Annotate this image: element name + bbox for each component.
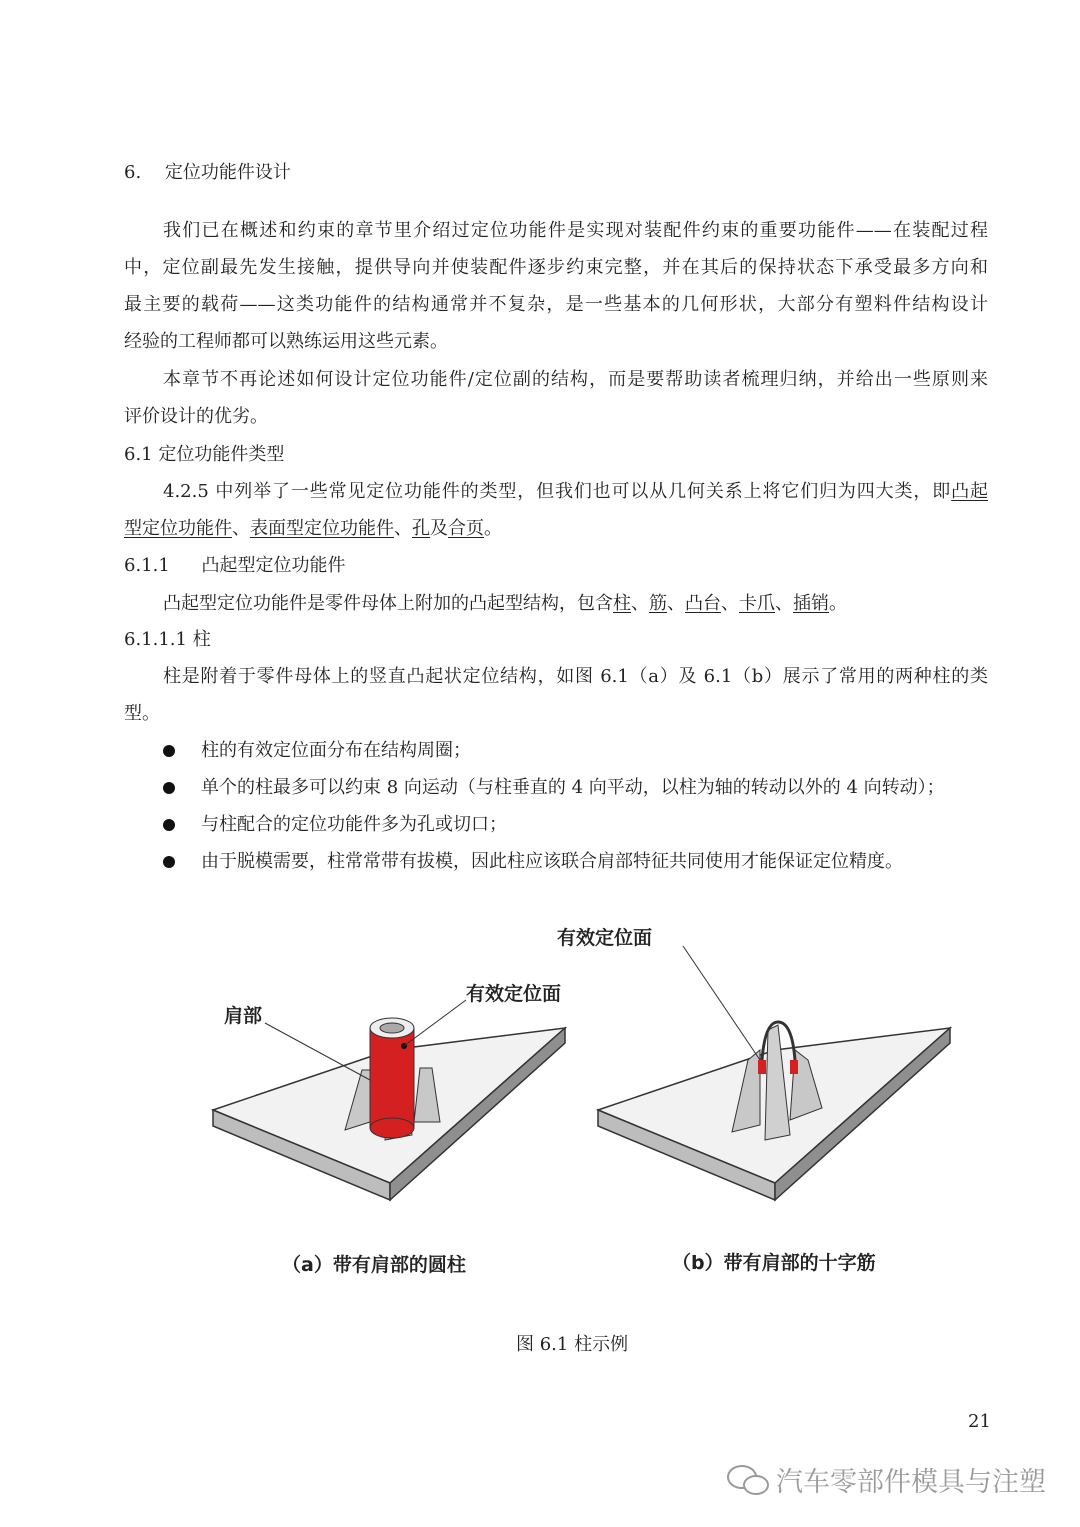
subsection-title: 凸起型定位功能件 [201, 555, 346, 576]
subsection-heading-6-1: 6.1 定位功能件类型 [124, 444, 285, 465]
text-line: 型。 [124, 703, 160, 724]
bullet-icon [163, 782, 175, 794]
text-line: 本章节不再论述如何设计定位功能件/定位副的结构，而是要帮助读者梳理归纳，并给出一些原则来 [163, 369, 988, 390]
text-segment: 、 [667, 593, 685, 614]
bullet-text: 单个的柱最多可以约束 8 向运动（与柱垂直的 4 向平动，以柱为轴的转动以外的 4 向转动）； [201, 777, 945, 798]
cylinder-post [345, 1018, 440, 1140]
underlined-term: 合页 [448, 518, 484, 539]
text-segment: 凸起型定位功能件是零件母体上附加的凸起型结构，包含 [163, 593, 613, 614]
underlined-term: 型定位功能件 [124, 518, 232, 539]
figure-illustration [0, 900, 1080, 1300]
subcaption-a: （a）带有肩部的圆柱 [282, 1254, 466, 1276]
text-line: 中，定位副最先发生接触，提供导向并使装配件逐步约束完整，并在其后的保持状态下承受最多方向和 [124, 257, 988, 278]
underlined-term: 卡爪 [739, 593, 775, 614]
subsection-heading-6-1-1 [124, 554, 988, 578]
label-effective-face-b: 有效定位面 [557, 927, 653, 949]
section-heading [124, 161, 988, 185]
underlined-term: 凸台 [685, 593, 721, 614]
text-line: 最主要的载荷——这类功能件的结构通常并不复杂，是一些基本的几何形状，大部分有塑料件结构设计 [124, 294, 988, 315]
underlined-term: 凸起 [951, 481, 988, 502]
text-segment: 。 [484, 518, 502, 539]
text-segment: 、 [232, 518, 250, 539]
section-number: 6. [124, 162, 142, 183]
underlined-term: 插销 [793, 593, 829, 614]
text-line: 评价设计的优劣。 [124, 406, 268, 427]
bullet-icon [163, 745, 175, 757]
watermark-text: 汽车零部件模具与注塑 [776, 1467, 1046, 1498]
underlined-term: 柱 [613, 593, 631, 614]
underlined-term: 孔 [412, 518, 430, 539]
section-title: 定位功能件设计 [164, 162, 291, 183]
bullet-text: 柱的有效定位面分布在结构周圈； [201, 740, 471, 761]
underlined-term: 表面型定位功能件 [250, 518, 394, 539]
label-effective-face-a: 有效定位面 [466, 983, 562, 1005]
bullet-text: 由于脱模需要，柱常常带有拔模，因此柱应该联合肩部特征共同使用才能保证定位精度。 [201, 851, 903, 872]
subsection-heading-6-1-1-1: 6.1.1.1 柱 [124, 629, 211, 650]
text-segment: 及 [430, 518, 448, 539]
text-line [124, 517, 988, 541]
text-segment: 、 [721, 593, 739, 614]
label-shoulder: 肩部 [224, 1005, 263, 1027]
subsection-number: 6.1.1 [124, 555, 170, 576]
watermark [726, 1460, 1046, 1499]
bullet-icon [163, 819, 175, 831]
underlined-term: 筋 [649, 593, 667, 614]
text-segment: 4.2.5 中列举了一些常见定位功能件的类型，但我们也可以从几何关系上将它们归为四大类，即 [163, 481, 952, 502]
figure-caption: 图 6.1 柱示例 [516, 1334, 629, 1355]
text-line: 经验的工程师都可以熟练运用这些元素。 [124, 331, 448, 352]
wechat-icon [726, 1463, 770, 1497]
text-line: 柱是附着于零件母体上的竖直凸起状定位结构，如图 6.1（a）及 6.1（b）展示了常用的两种柱的类 [163, 666, 988, 687]
page-number: 21 [968, 1411, 991, 1432]
subcaption-b: （b）带有肩部的十字筋 [672, 1252, 876, 1274]
text-line: 我们已在概述和约束的章节里介绍过定位功能件是实现对装配件约束的重要功能件——在装配过程 [163, 220, 988, 241]
text-segment: 、 [631, 593, 649, 614]
text-line [163, 480, 988, 504]
bullet-icon [163, 856, 175, 868]
bullet-text: 与柱配合的定位功能件多为孔或切口； [201, 814, 507, 835]
paragraph-protrusion [163, 592, 988, 616]
text-segment: 、 [394, 518, 412, 539]
text-segment: 、 [775, 593, 793, 614]
text-segment: 。 [829, 593, 847, 614]
